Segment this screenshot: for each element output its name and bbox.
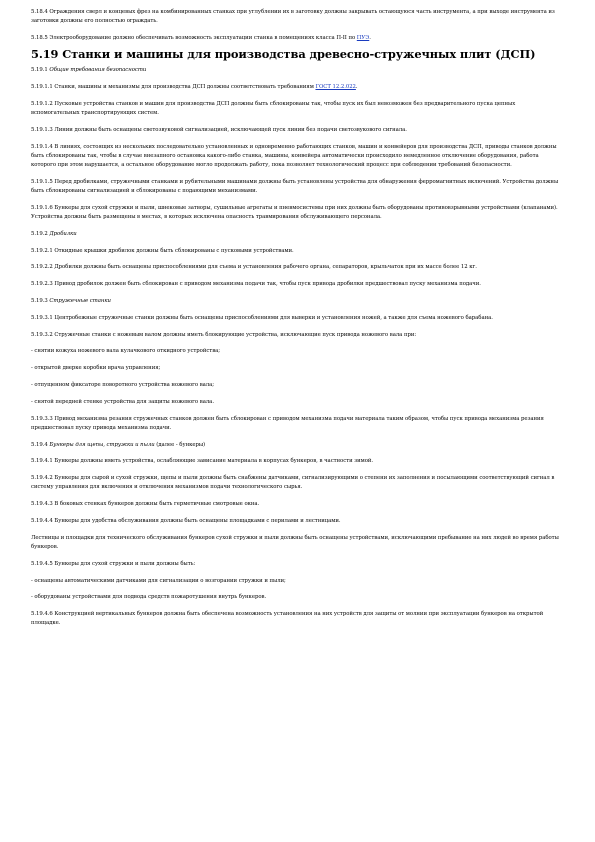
- subsection-title: Общие требования безопасности: [49, 67, 147, 74]
- section-heading-5-19: 5.19 Станки и машины для производства древесно-стружечных плит (ДСП): [31, 47, 536, 62]
- subsection-5-19-2: 5.19.2 Дробилки: [31, 230, 77, 237]
- pue-link[interactable]: ПУЭ: [356, 35, 370, 41]
- clause-5-19-3-1: 5.19.3.1 Центробежные стружечные станки должны быть оснащены приспособлениями для выверки и установления ножей, а также для съема ножевого барабана.: [31, 314, 493, 321]
- clause-5-19-4-6: 5.19.4.6 Конструкцией вертикальных бункеров должна быть обеспечена возможность установления на них устройств для защиты от молнии при эксплуатации бункеров на открытой площадке.: [31, 611, 544, 627]
- subsection-title: Стружечные станки: [49, 297, 111, 304]
- subsection-5-19-1: 5.19.1 Общие требования безопасности: [31, 67, 147, 74]
- list-item: - снятой передней стенке устройства для защиты ножевого вала.: [31, 398, 214, 405]
- clause-5-19-4-3: 5.19.4.3 В боковых стенках бункеров должны быть герметичные смотровые окна.: [31, 501, 260, 508]
- subsection-title: Бункеры для щепы, стружки и пыли: [49, 441, 155, 448]
- clause-5-19-1-2: 5.19.1.2 Пусковые устройства станков и машин для производства ДСП должны быть сблокированы так, чтобы пуск их был невозможен без предварительного пуска цепных вспомогательных транспортирующих систем.: [31, 100, 516, 116]
- clause-5-19-1-6: 5.19.1.6 Бункеры для сухой стружки и пыли, шнековые затворы, сушильные агрегаты и пневмосистемы при них должны быть оборудованы противовзрывными устройствами (клапанами). Устройства должны быть размещены в местах, в которых исключена опасность травмирования обслуживающего персонала.: [31, 204, 558, 220]
- list-item: - отпущенном фиксаторе поворотного устройства ножевого вала;: [31, 381, 215, 388]
- clause-5-19-4-2: 5.19.4.2 Бункеры для сырой и сухой стружки, щепы и пыли должны быть снабжены датчиками, сигнализирующими о степени их заполнения и посылающими соответствующий сигнал в систему управления для включения и отключения механизмов подачи технологического сырья.: [31, 475, 555, 491]
- list-item: - оснащены автоматическими датчиками для сигнализации о возгорании стружки и пыли;: [31, 577, 286, 584]
- clause-5-18-4: 5.18.4 Ограждения сверл и концевых фрез на комбинированных станках при углублении их в заготовку должны закрывать остающуюся часть инструмента, а при выходе инструмента из заготовки должны его полностью ограждать.: [31, 9, 555, 25]
- subsection-5-19-3: 5.19.3 Стружечные станки: [31, 297, 111, 304]
- clause-5-19-2-3: 5.19.2.3 Привод дробилок должен быть сблокирован с приводом механизма подачи так, чтобы пуск привода дробилки предшествовал пуску механизма подачи.: [31, 281, 481, 288]
- subsection-title: Дробилки: [49, 230, 77, 237]
- clause-5-19-4-4-continued: Лестницы и площадки для технического обслуживания бункеров сухой стружки и пыли должны быть оснащены устройствами, исключающими пребывание на них людей во время работы бункеров.: [31, 534, 559, 550]
- clause-5-19-1-3: 5.19.1.3 Линии должны быть оснащены светозвуковой сигнализацией, исключающей пуск линии без подачи светозвукового сигнала.: [31, 126, 407, 133]
- clause-5-19-1-4: 5.19.1.4 В линиях, состоящих из нескольких последовательно установленных и одновременно работающих станков, машин и конвейеров для производства ДСП, приводы станков должны быть сблокированы так, чтобы в случае внезапного остановка какого-либо станка, машины, конвейера автоматически происходило немедленное отключение оборудования, работа которого при этом нарушается, а остальное оборудование могло продолжать работу, пока позволяет технологический процесс при соблюдении требований безопасности.: [31, 143, 557, 168]
- list-item: - оборудованы устройствами для подвода средств пожаротушения внутрь бункеров.: [31, 594, 267, 601]
- clause-5-19-3-3: 5.19.3.3 Привод механизма резания стружечных станков должен быть сблокирован с приводом механизма подачи материала таким образом, чтобы пуск привода механизма резания предшествовал пуску привода механизма подачи.: [31, 415, 544, 431]
- clause-5-19-4-1: 5.19.4.1 Бункеры должны иметь устройства, ослабляющие зависание материала в корпусах бункеров, в частности зимой.: [31, 458, 374, 465]
- document-page: [31, 8, 564, 629]
- subsection-5-19-4: 5.19.4 Бункеры для щепы, стружки и пыли (далее - бункеры): [31, 441, 206, 448]
- list-item: - снятии кожуха ножевого вала кулачкового откидного устройства;: [31, 348, 221, 355]
- clause-5-19-1-5: 5.19.1.5 Перед дробилками, стружечными станками и рубительными машинами должны быть установлены устройства для обнаружения ферромагнитных включений. Устройства должны быть сблокированы сигнализацией и сблокированы с подающими механизмами.: [31, 178, 559, 194]
- clause-5-18-5: 5.18.5 Электрооборудование должно обеспечивать возможность эксплуатации станка в помещениях класса П-II по ПУЭ.: [31, 35, 371, 41]
- list-item: - открытой дверке коробки врача управления;: [31, 365, 161, 372]
- clause-5-19-2-2: 5.19.2.2 Дробилки должны быть оснащены приспособлениями для съема и установления рабочего органа, сепараторов, крыльчаток при их массе более 12 кг.: [31, 264, 477, 271]
- clause-5-19-4-5: 5.19.4.5 Бункеры для сухой стружки и пыли должны быть:: [31, 560, 196, 567]
- clause-5-19-4-4: 5.19.4.4 Бункеры для удобства обслуживания должны быть оснащены площадками с перилами и лестницами.: [31, 517, 341, 524]
- clause-5-19-1-1: 5.19.1.1 Станки, машины и механизмы для производства ДСП должны соответствовать требованиям ГОСТ 12.2.022.: [31, 84, 358, 90]
- clause-5-19-2-1: 5.19.2.1 Откидные крышки дробилок должны быть сблокированы с пусковыми устройствами.: [31, 247, 294, 254]
- clause-5-19-3-2: 5.19.3.2 Стружечные станки с ножевым валом должны иметь блокирующие устройства, исключающие пуск привода ножевого вала при:: [31, 331, 417, 338]
- gost-link[interactable]: ГОСТ 12.2.022: [315, 84, 356, 90]
